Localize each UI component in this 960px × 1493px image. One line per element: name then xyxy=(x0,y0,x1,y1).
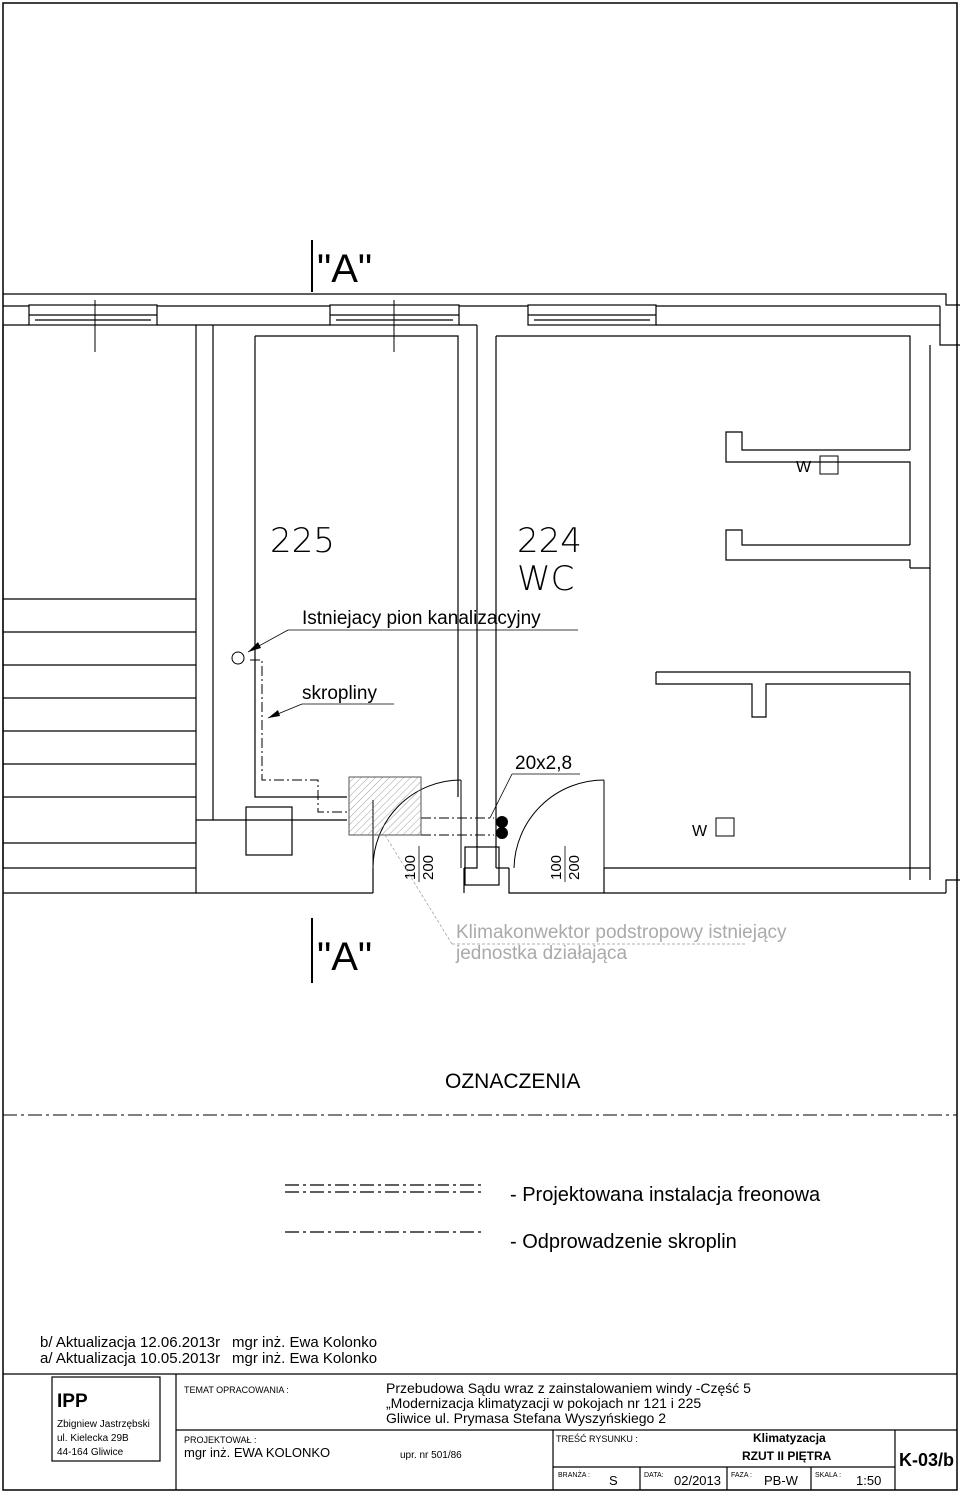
vent-icon xyxy=(820,456,838,474)
company-street: ul. Kielecka 29B xyxy=(57,1433,129,1444)
door-dim-b-left: 200 xyxy=(420,854,437,880)
door-dim-b-right: 200 xyxy=(566,854,583,880)
label-pipe-size: 20x2,8 xyxy=(515,753,573,774)
faza-label: FAZA : xyxy=(731,1472,753,1479)
walls xyxy=(3,294,960,893)
sheet-border xyxy=(3,3,957,1490)
revision-a: a/ Aktualizacja 10.05.2013r xyxy=(40,1350,221,1367)
temat-label: TEMAT OPRACOWANIA : xyxy=(184,1385,289,1395)
label-pion: Istniejacy pion kanalizacyjny xyxy=(302,608,541,629)
shaft-left xyxy=(246,807,292,855)
company-logo: IPP xyxy=(57,1391,88,1412)
door-dim-a-right: 100 xyxy=(548,854,565,880)
door-dim-a-left: 100 xyxy=(402,854,419,880)
temat-line1: Przebudowa Sądu wraz z zainstalowaniem windy -Część 5 xyxy=(386,1380,751,1396)
tresc-line1: Klimatyzacja xyxy=(753,1431,826,1445)
vent-label-2: W xyxy=(692,823,708,840)
projektowal-name: mgr inż. EWA KOLONKO xyxy=(184,1445,331,1460)
air-conditioner-unit xyxy=(349,777,421,835)
vent-icon xyxy=(716,818,734,836)
room-224-label: 224 xyxy=(517,521,582,561)
data-value: 02/2013 xyxy=(674,1473,721,1488)
drain-pipe-icon xyxy=(232,652,244,664)
section-label-top: "A" xyxy=(317,247,373,291)
faza-value: PB-W xyxy=(764,1473,798,1488)
legend-item-freon: - Projektowana instalacja freonowa xyxy=(510,1184,821,1206)
legend-title: OZNACZENIA xyxy=(445,1070,581,1093)
vent-label-1: W xyxy=(796,459,812,476)
sheet-number: K-03/b xyxy=(899,1450,955,1470)
revision-a-author: mgr inż. Ewa Kolonko xyxy=(232,1350,378,1367)
revision-b: b/ Aktualizacja 12.06.2013r xyxy=(40,1334,221,1351)
unit-label-line2: jednostka działająca xyxy=(456,943,628,964)
skala-value: 1:50 xyxy=(856,1473,882,1488)
temat-line2: „Modernizacja klimatyzacji w pokojach nr 121 i 225 xyxy=(386,1395,702,1411)
section-label-bottom: "A" xyxy=(317,935,373,979)
temat-line3: Gliwice ul. Prymasa Stefana Wyszyńskiego 2 xyxy=(386,1410,666,1426)
branza-value: S xyxy=(609,1473,618,1488)
unit-label-line1: Klimakonwektor podstropowy istniejący xyxy=(456,922,787,943)
company-name: Zbigniew Jastrzębski xyxy=(57,1419,150,1430)
skala-label: SKALA : xyxy=(815,1472,842,1479)
legend-item-condensate: - Odprowadzenie skroplin xyxy=(510,1231,737,1253)
data-label: DATA: xyxy=(644,1472,664,1479)
tresc-line2: RZUT II PIĘTRA xyxy=(742,1449,832,1463)
room-224-name: WC xyxy=(517,559,575,599)
branza-label: BRANŻA : xyxy=(558,1472,590,1479)
company-city: 44-164 Gliwice xyxy=(57,1447,124,1458)
label-skropliny: skropliny xyxy=(302,683,377,704)
projektowal-label: PROJEKTOWAŁ : xyxy=(184,1435,257,1445)
revision-b-author: mgr inż. Ewa Kolonko xyxy=(232,1334,378,1351)
license-number: upr. nr 501/86 xyxy=(400,1450,462,1461)
tresc-label: TREŚĆ RYSUNKU : xyxy=(556,1434,638,1444)
room-225-label: 225 xyxy=(270,521,335,561)
riser-icon xyxy=(496,816,508,828)
